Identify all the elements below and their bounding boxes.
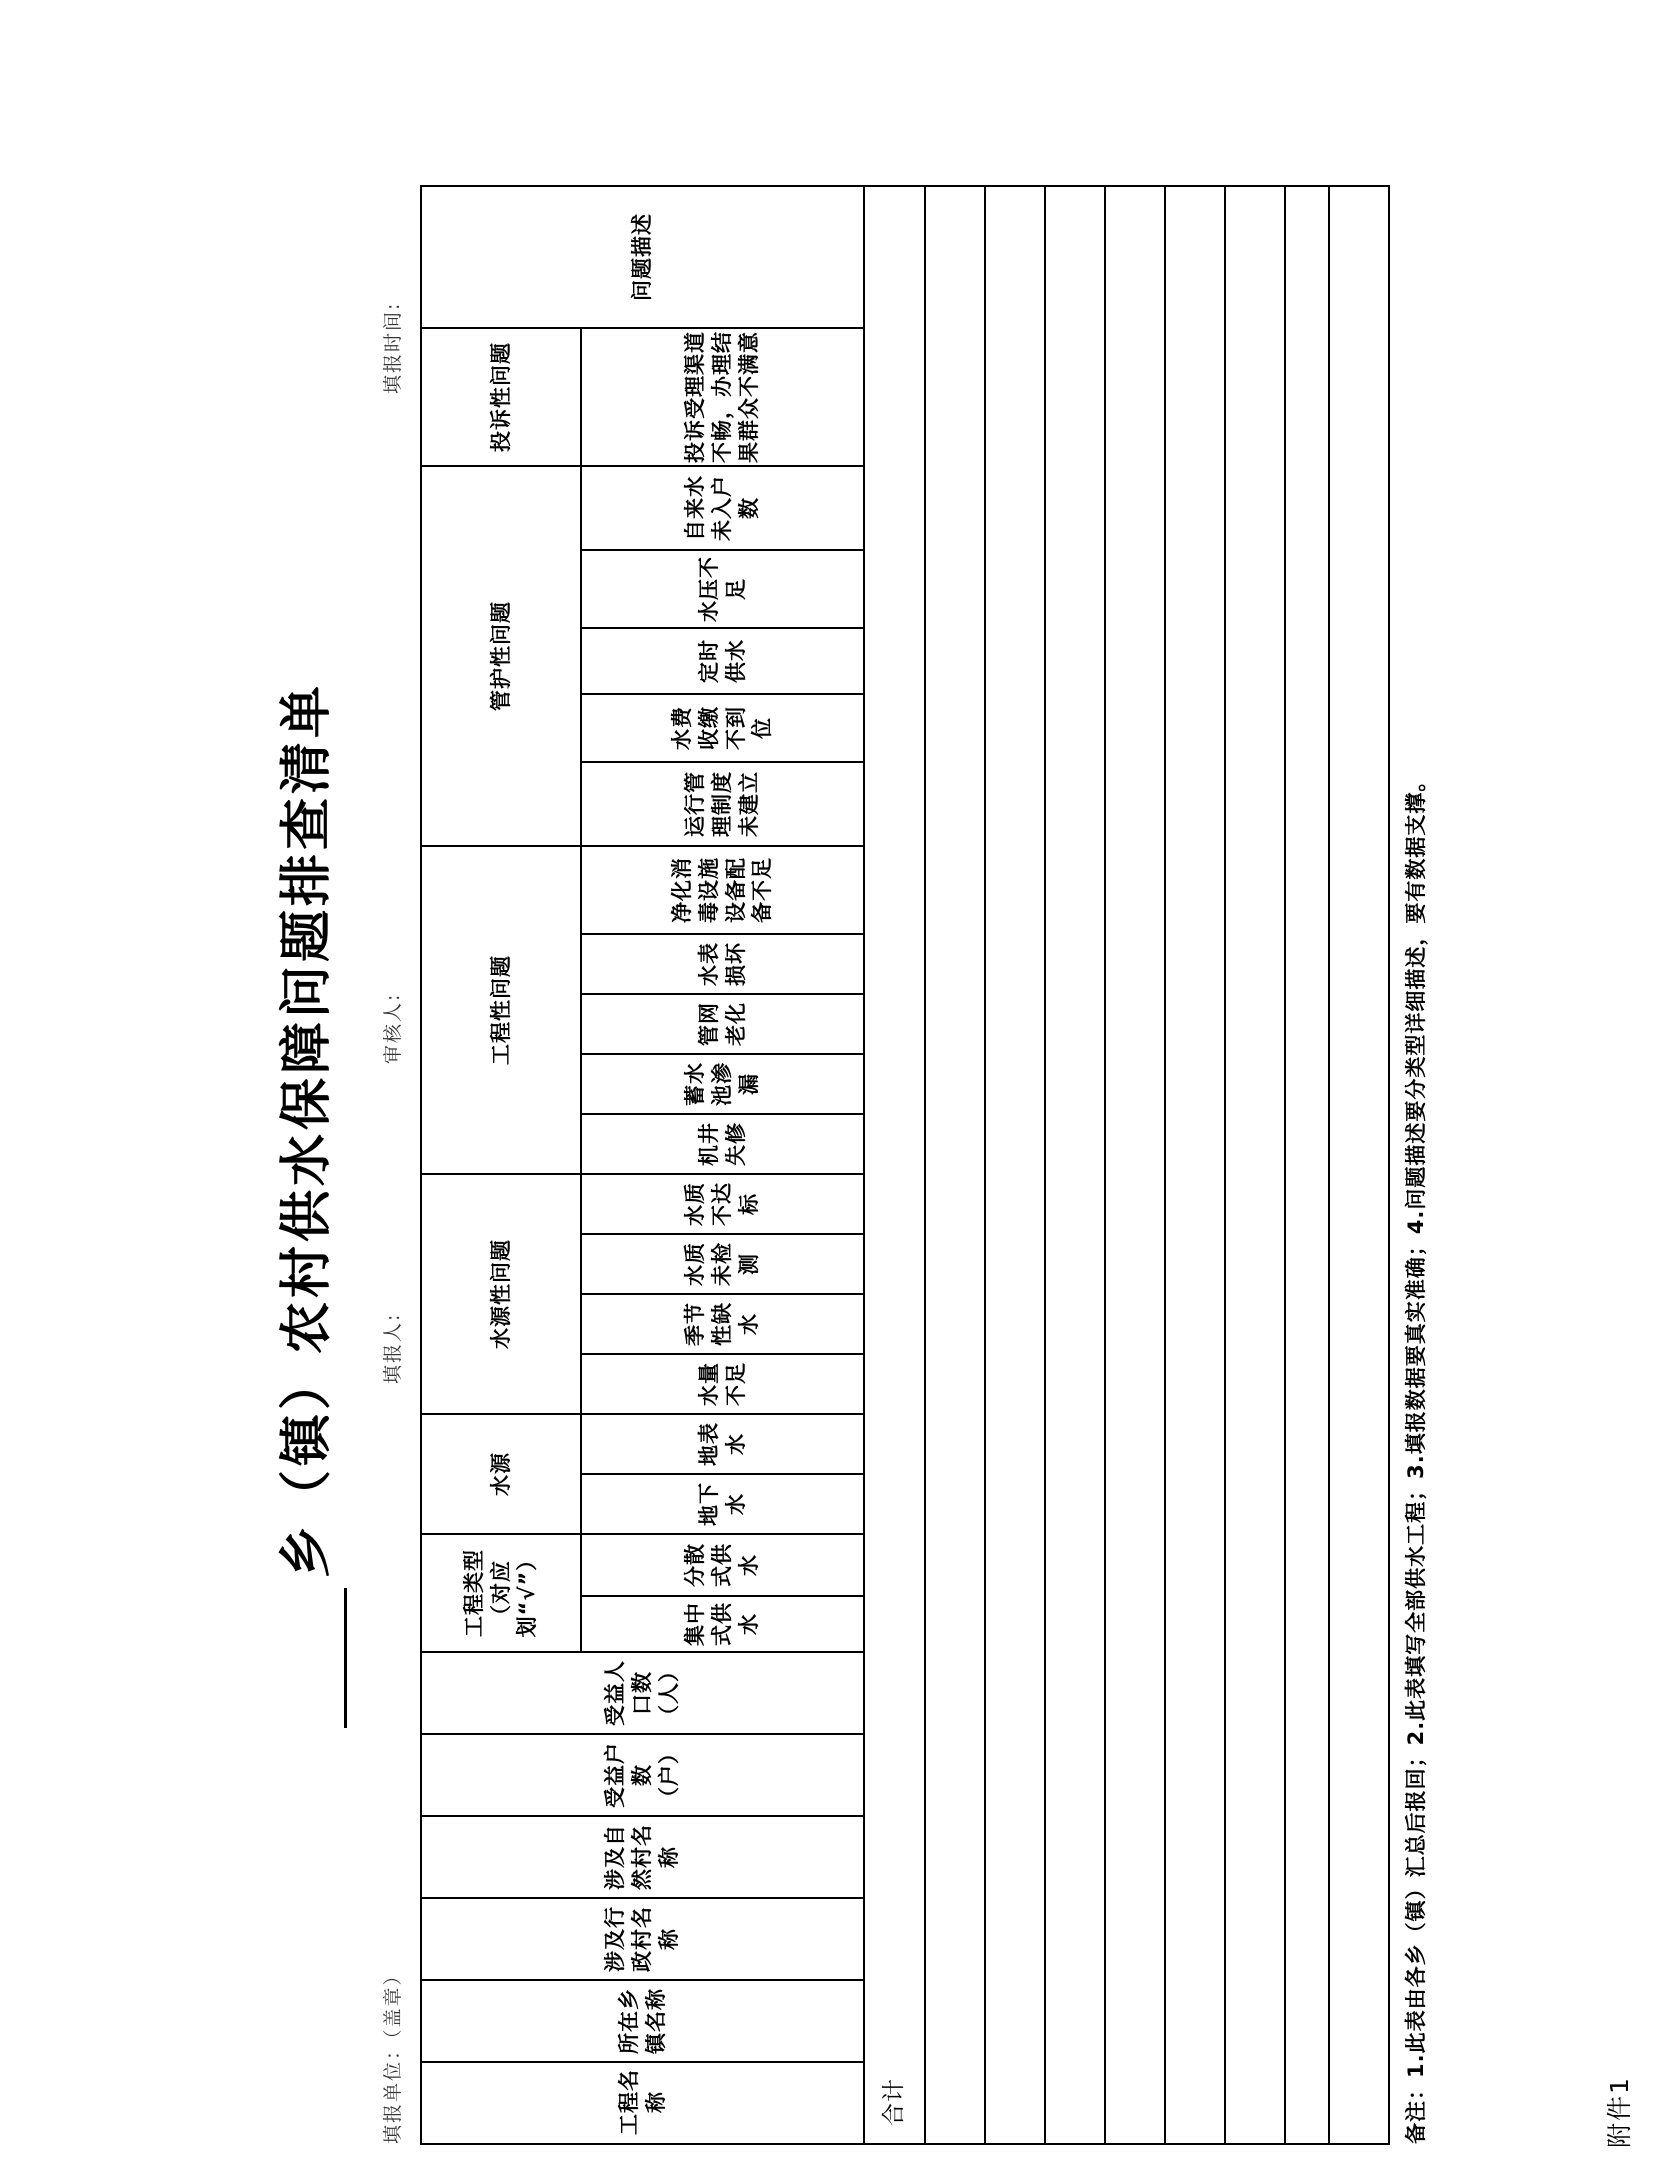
col-project-name: 工程名称 — [616, 2069, 668, 2135]
col-low-pressure: 水压不足 — [696, 556, 748, 622]
group-water-source: 水源 — [488, 1452, 513, 1496]
col-seasonal-shortage: 季节性缺水 — [683, 1302, 761, 1346]
fill-unit: 填报单位：（盖章） — [382, 1964, 404, 2144]
group-source-issues: 水源性问题 — [488, 1239, 513, 1349]
col-complaint-detail: 投诉受理渠道不畅，办理结果群众不满意 — [683, 331, 761, 463]
group-complaint-issues: 投诉性问题 — [488, 342, 513, 452]
col-purification: 净化消毒设施设备配备不足 — [669, 857, 775, 923]
col-households: 受益户数（户） — [603, 1742, 681, 1808]
col-quality-untested: 水质未检测 — [683, 1242, 761, 1286]
col-no-mgmt-system: 运行管理制度未建立 — [683, 771, 761, 837]
col-groundwater: 地下水 — [696, 1482, 748, 1526]
fill-reviewer: 审核人: — [382, 992, 404, 1064]
col-centralized: 集中式供水 — [683, 1602, 761, 1646]
col-fee-collection: 水费收缴不到位 — [669, 706, 775, 750]
col-insufficient-volume: 水量不足 — [696, 1362, 748, 1406]
col-scheduled-supply: 定时供水 — [696, 639, 748, 683]
col-surface-water: 地表水 — [696, 1422, 748, 1466]
col-problem-description: 问题描述 — [630, 213, 655, 301]
col-natural-village: 涉及自然村名称 — [603, 1824, 681, 1890]
total-row-label: 合计 — [880, 2078, 907, 2126]
document-title: 乡（镇）农村供水保障问题排查清单 — [276, 681, 337, 1578]
fill-info-row — [378, 164, 414, 2144]
col-not-connected: 自来水未入户数 — [683, 475, 761, 541]
col-well-disrepair: 机井失修 — [696, 1122, 748, 1166]
title-blank-line — [344, 1588, 347, 1728]
attachment-label: 附件1 — [1605, 2076, 1634, 2148]
col-population: 受益人口数（人） — [603, 1660, 681, 1726]
fill-reporter: 填报人: — [382, 1312, 404, 1384]
inspection-table — [420, 185, 1390, 2145]
col-pipe-aging: 管网老化 — [696, 1002, 748, 1046]
fill-time: 填报时间: — [382, 301, 404, 394]
col-tank-leak: 蓄水池渗漏 — [683, 1062, 761, 1106]
group-project-type: 工程类型（对应划“√”） — [461, 1548, 540, 1638]
title-block — [264, 208, 354, 1728]
col-quality-substandard: 水质不达标 — [683, 1182, 761, 1226]
group-management-issues: 管护性问题 — [488, 601, 513, 711]
group-engineering-issues: 工程性问题 — [488, 955, 513, 1065]
col-dispersed: 分散式供水 — [683, 1543, 761, 1587]
col-meter-damage: 水表损坏 — [696, 942, 748, 986]
col-town-name: 所在乡镇名称 — [616, 1988, 668, 2054]
col-admin-village: 涉及行政村名称 — [603, 1906, 681, 1972]
footnote: 备注：1.此表由各乡（镇）汇总后报回；2.此表填写全部供水工程；3.填报数据要真实准确；4.问题描述要分类型详细描述，要有数据支撑。 — [1404, 769, 1428, 2144]
